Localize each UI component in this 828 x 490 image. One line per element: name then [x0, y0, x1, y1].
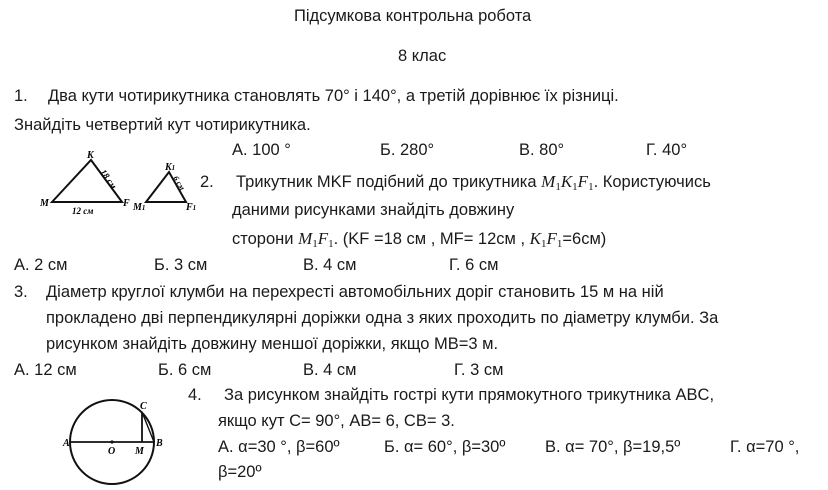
label-o: O [108, 446, 116, 457]
q2-math-m1f1: $M_1F_1$ [298, 229, 334, 250]
q2-text-line2: даними рисунками знайдіть довжину [232, 201, 515, 219]
q2-option-b: Б. 3 см [154, 256, 208, 274]
grade-label: 8 клас [398, 47, 447, 65]
q3-number: 3. [14, 283, 28, 301]
label-b: B [156, 438, 163, 449]
q2-math-m1k1f1: $M_1K_1F_1$ [541, 172, 594, 193]
point-o [110, 440, 113, 443]
q2-text-line1 [236, 172, 711, 197]
q3-text-line1: Діаметр круглої клумби на перехресті автомобільних доріг становить 15 м на ній [46, 283, 664, 301]
q4-number: 4. [188, 386, 202, 404]
label-f: F [123, 198, 130, 209]
q1-text-line1: Два кути чотирикутника становлять 70° і 140°, а третій дорівнює їх різниці. [48, 87, 619, 105]
q2-text-line3 [232, 229, 606, 254]
q4-option-c: В. α= 70°, β=19,5º [545, 438, 681, 456]
q3-text-line3: рисунком знайдіть довжину меншої доріжки, якщо MB=3 м. [46, 335, 499, 353]
label-k: K [87, 150, 94, 161]
label-m: M [135, 446, 144, 457]
label-m: M [40, 198, 49, 209]
q2-text-line3-suffix: . (KF =18 см , MF= 12см , [333, 230, 526, 248]
q3-circle-figure [64, 394, 174, 490]
q3-option-b: Б. 6 см [158, 361, 212, 379]
q4-text-line2: якщо кут С= 90°, АВ= 6, СВ= 3. [218, 412, 455, 430]
q4-option-b: Б. α= 60°, β=30º [384, 438, 506, 456]
label-a: A [63, 438, 70, 449]
page-title: Підсумкова контрольна робота [294, 7, 532, 25]
q2-text-line1-end: . Користуючись [593, 173, 711, 191]
q2-text-line3-end: =6см) [562, 230, 607, 248]
q1-option-d: Г. 40° [646, 141, 688, 159]
q3-option-d: Г. 3 см [454, 361, 504, 379]
q4-option-d: Г. α=70 °, [730, 438, 800, 456]
q2-text-line1-main: Трикутник MKF подібний до трикутника [236, 173, 537, 191]
q2-math-k1f1: $K_1F_1$ [529, 229, 563, 250]
label-k1: K1 [165, 162, 176, 173]
q4-text-line1: За рисунком знайдіть гострі кути прямокутного трикутника ABC, [224, 386, 715, 404]
q2-number: 2. [200, 173, 214, 191]
label-m1: M1 [133, 202, 146, 213]
label-k1f1-length: 6 см [171, 174, 187, 192]
label-c: C [140, 401, 147, 412]
q1-number: 1. [14, 87, 28, 105]
q3-option-a: А. 12 см [14, 361, 77, 379]
q2-text-line3-prefix: сторони [232, 230, 294, 248]
label-kf-length: 18 см [98, 167, 119, 191]
q4-option-a: А. α=30 °, β=60º [218, 438, 340, 456]
q1-text-line2: Знайдіть четвертий кут чотирикутника. [14, 116, 311, 134]
label-mf-length: 12 см [72, 206, 94, 216]
q3-option-c: В. 4 см [303, 361, 357, 379]
q4-option-d-wrap: β=20º [218, 463, 262, 481]
q3-text-line2: прокладено дві перпендикулярні доріжки одна з яких проходить по діаметру клумби. За [46, 309, 719, 327]
label-f1: F1 [186, 202, 197, 213]
q2-option-c: В. 4 см [303, 256, 357, 274]
q2-option-d: Г. 6 см [449, 256, 499, 274]
q2-option-a: А. 2 см [14, 256, 68, 274]
q1-option-c: В. 80° [519, 141, 565, 159]
q1-option-a: А. 100 ° [232, 141, 291, 159]
q1-option-b: Б. 280° [380, 141, 435, 159]
